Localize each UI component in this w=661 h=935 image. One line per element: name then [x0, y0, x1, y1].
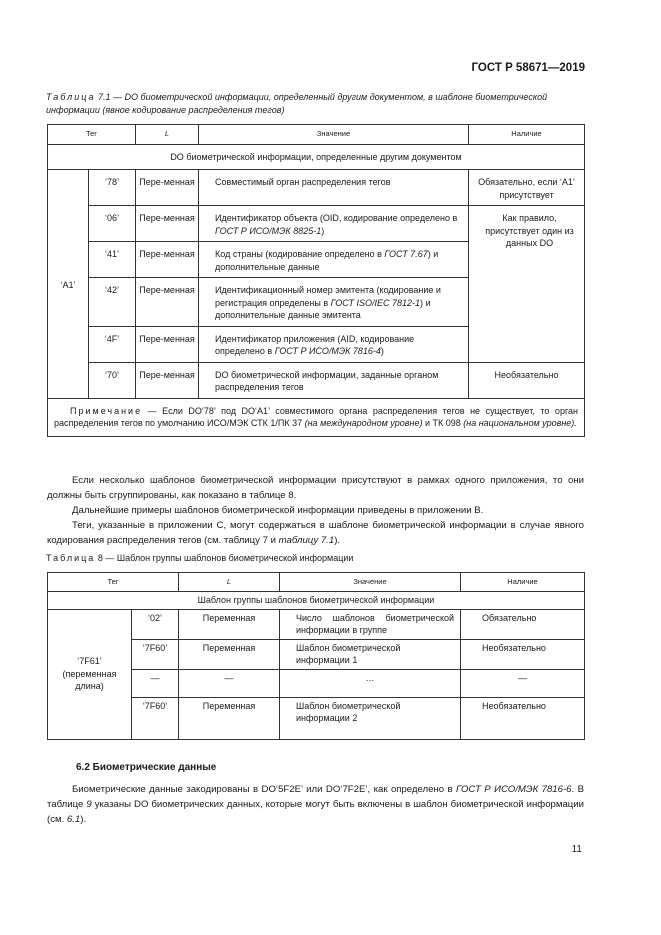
table-8-caption: Таблица 8 — Шаблон группы шаблонов биометрической информации [46, 553, 354, 563]
note-row [48, 398, 585, 436]
row-length: Пере-менная [136, 206, 199, 242]
row-value: Идентификационный номер эмитента (кодирование и регистрация определены в ГОСТ ISO/IEC 7812-1) и дополнительные данные эмитента [199, 278, 469, 327]
row-tag: ‘7F60’ [132, 697, 179, 739]
row-value: … [280, 669, 461, 697]
row-value: Идентификатор приложения (AID, кодирование определено в ГОСТ Р ИСО/МЭК 7816-4) [199, 326, 469, 362]
row-tag: ‘7F60’ [132, 639, 179, 669]
row-presence: Необязательно [469, 362, 585, 398]
header-value: Значение [199, 125, 469, 145]
group-title: Шаблон группы шаблонов биометрической информации [48, 592, 585, 610]
row-value: Шаблон биометрической информации 1 [280, 639, 461, 669]
row-presence: Как правило, присутствует один из данных DO [469, 206, 585, 363]
table-row [48, 362, 585, 398]
row-presence: Обязательно, если ‘A1’ присутствует [469, 170, 585, 206]
row-tag: ‘06’ [89, 206, 136, 242]
table-7-1-caption: Таблица 7.1 — DO биометрической информации, определенный другим документом, в шаблоне биометрической информации (явное кодирование распределения тегов) [46, 92, 548, 115]
table-8 [47, 572, 585, 740]
row-value: Код страны (кодирование определено в ГОСТ 7.67) и дополнительные данные [199, 242, 469, 278]
header-length: L [136, 125, 199, 145]
row-tag: ‘42’ [89, 278, 136, 327]
table-row [48, 609, 585, 639]
row-length: Пере-менная [136, 278, 199, 327]
row-tag: ‘70’ [89, 362, 136, 398]
row-tag: ‘78’ [89, 170, 136, 206]
row-length: Переменная [179, 609, 280, 639]
group-title-row [48, 592, 585, 610]
table-header-row [48, 125, 585, 145]
header-presence: Наличие [461, 573, 585, 592]
table-row [48, 206, 585, 242]
section-paragraph: Биометрические данные закодированы в DO‘5F2E’ или DO‘7F2E’, как определено в ГОСТ Р ИСО/МЭК 7816-6. В таблице 9 указаны DO биометрических данных, которые могут быть включены в шаблон биометрической информации (см. 6.1). [47, 784, 585, 825]
group-title-row [48, 145, 585, 170]
paragraph: Если несколько шаблонов биометрической информации присутствуют в рамках одного приложения, то они должны быть сгруппированы, как показано в таблице 8. [47, 475, 584, 501]
row-tag: ‘4F’ [89, 326, 136, 362]
outer-tag: ‘7F61’ (переменная длина) [48, 609, 132, 739]
row-presence: — [461, 669, 585, 697]
body-paragraphs [47, 473, 584, 548]
row-value: Число шаблонов биометрической информации в группе [280, 609, 461, 639]
row-length: Переменная [179, 697, 280, 739]
paragraph: Дальнейшие примеры шаблонов биометрической информации приведены в приложении В. [72, 505, 484, 516]
header-presence: Наличие [469, 125, 585, 145]
row-presence: Необязательно [461, 639, 585, 669]
row-length: Пере-менная [136, 326, 199, 362]
paragraph: Теги, указанные в приложении С, могут содержаться в шаблоне биометрической информации в случае явного кодирования распределения тегов (см. таблицу 7 и таблицу 7.1). [47, 520, 584, 546]
table-note: Примечание — Если DO‘78’ под DO‘A1’ совместимого органа распределения тегов не существует, то орган распределения тегов по умолчанию ИСО/МЭК СТК 1/ПК 37 (на международном уровне) и ТК 098 (на национальном уровне). [48, 398, 585, 436]
row-value: Идентификатор объекта (OID, кодирование определено в ГОСТ Р ИСО/МЭК 8825-1) [199, 206, 469, 242]
standard-number: ГОСТ Р 58671—2019 [471, 62, 585, 74]
header-tag: Тег [48, 125, 136, 145]
row-tag: ‘02’ [132, 609, 179, 639]
row-length: Переменная [179, 639, 280, 669]
table-row [48, 170, 585, 206]
header-length: L [179, 573, 280, 592]
row-length: Пере-менная [136, 242, 199, 278]
page-number: 11 [571, 844, 582, 855]
row-presence: Обязательно [461, 609, 585, 639]
row-value: DO биометрической информации, заданные органом распределения тегов [199, 362, 469, 398]
header-value: Значение [280, 573, 461, 592]
header-tag: Тег [48, 573, 179, 592]
section-heading: 6.2 Биометрические данные [76, 762, 217, 773]
row-value: Шаблон биометрической информации 2 [280, 697, 461, 739]
row-tag: ‘41’ [89, 242, 136, 278]
row-length: Пере-менная [136, 170, 199, 206]
table-header-row [48, 573, 585, 592]
row-presence: Необязательно [461, 697, 585, 739]
row-value: Совместимый орган распределения тегов [199, 170, 469, 206]
outer-tag: ‘A1’ [48, 170, 89, 399]
group-title: DO биометрической информации, определенные другим документом [48, 145, 585, 170]
table-7-1 [47, 124, 585, 437]
row-tag: — [132, 669, 179, 697]
row-length: — [179, 669, 280, 697]
row-length: Пере-менная [136, 362, 199, 398]
